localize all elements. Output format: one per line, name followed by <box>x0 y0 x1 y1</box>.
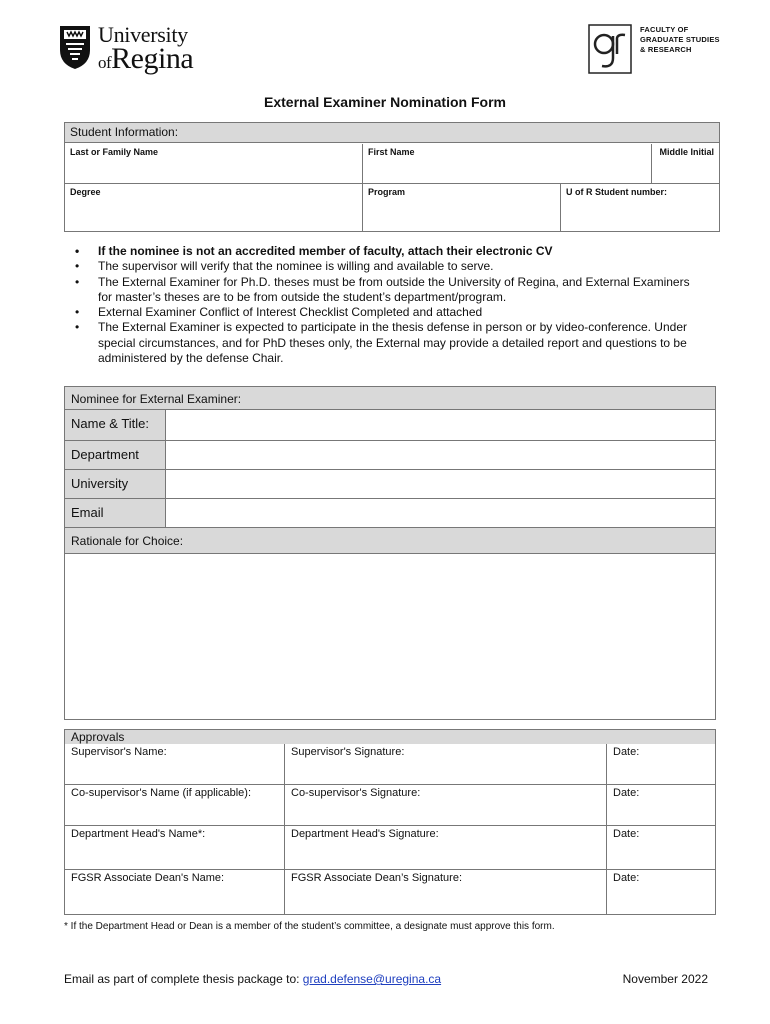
list-item: • The supervisor will verify that the nominee is willing and available to serve. <box>72 259 702 274</box>
table-row <box>65 744 715 785</box>
supervisor-date-field[interactable]: Date: <box>613 746 640 758</box>
footnote: * If the Department Head or Dean is a member of the student’s committee, a designate must approve this form. <box>64 921 555 932</box>
name-title-label: Name & Title: <box>65 410 166 440</box>
fgsr-wordmark: FACULTY OF GRADUATE STUDIES & RESEARCH <box>640 25 720 54</box>
list-item: • If the nominee is not an accredited member of faculty, attach their electronic CV <box>72 244 702 259</box>
table-row <box>65 826 715 870</box>
student-information-heading: Student Information: <box>65 123 719 143</box>
revision-date: November 2022 <box>622 972 708 986</box>
rationale-field[interactable] <box>65 554 715 719</box>
associate-dean-name-field[interactable]: FGSR Associate Dean's Name: <box>65 870 285 914</box>
list-item: • External Examiner Conflict of Interest Checklist Completed and attached <box>72 305 702 320</box>
student-number-field[interactable]: U of R Student number: <box>566 187 667 197</box>
co-supervisor-date-field[interactable]: Date: <box>613 787 640 799</box>
form-title: External Examiner Nomination Form <box>264 94 506 110</box>
co-supervisor-name-field[interactable]: Co-supervisor's Name (if applicable): <box>65 785 285 825</box>
first-name-field[interactable]: First Name <box>363 144 652 183</box>
department-field[interactable] <box>166 441 715 469</box>
degree-field[interactable]: Degree <box>65 184 363 232</box>
fgsr-logo <box>588 24 728 76</box>
department-label: Department <box>65 441 166 469</box>
middle-initial-field[interactable]: Middle Initial <box>659 147 714 157</box>
email-field[interactable] <box>166 499 715 527</box>
approvals-table <box>64 729 716 915</box>
table-row <box>65 785 715 826</box>
nominee-heading: Nominee for External Examiner: <box>65 387 715 410</box>
email-link[interactable]: grad.defense@uregina.ca <box>302 972 442 986</box>
table-row <box>65 870 715 914</box>
instruction-list <box>72 244 702 366</box>
student-program-row <box>65 184 719 232</box>
list-item: • The External Examiner is expected to participate in the thesis defense in person or by video-conference. Under special circumstances, and for PhD theses only, the External may provide a detailed report and questions to be administered by the defense Chair. <box>72 320 702 366</box>
department-head-signature-field[interactable]: Department Head's Signature: <box>285 826 607 869</box>
email-row <box>65 499 715 528</box>
associate-dean-signature-field[interactable]: FGSR Associate Dean’s Signature: <box>285 870 607 914</box>
list-item: • The External Examiner for Ph.D. theses must be from outside the University of Regina, and External Examiners for master’s theses are to be from outside the student’s department/program. <box>72 275 702 306</box>
department-row <box>65 441 715 470</box>
student-information-table <box>64 122 720 232</box>
supervisor-signature-field[interactable]: Supervisor's Signature: <box>285 744 607 784</box>
university-field[interactable] <box>166 470 715 498</box>
submission-instructions: Email as part of complete thesis package to: grad.defense@uregina.ca <box>64 972 442 986</box>
co-supervisor-signature-field[interactable]: Co-supervisor's Signature: <box>285 785 607 825</box>
supervisor-name-field[interactable]: Supervisor's Name: <box>65 744 285 784</box>
associate-dean-date-field[interactable]: Date: <box>613 872 640 884</box>
email-label: Email <box>65 499 166 527</box>
crest-icon <box>58 24 92 70</box>
last-name-field[interactable]: Last or Family Name <box>65 144 363 183</box>
department-head-date-field[interactable]: Date: <box>613 828 640 840</box>
name-title-field[interactable] <box>166 410 715 440</box>
program-field[interactable]: Program <box>363 184 561 232</box>
university-row <box>65 470 715 499</box>
regina-wordmark: ofRegina <box>98 42 194 75</box>
rationale-heading: Rationale for Choice: <box>65 528 715 554</box>
department-head-name-field[interactable]: Department Head's Name*: <box>65 826 285 869</box>
university-of-regina-logo <box>58 22 218 74</box>
name-title-row <box>65 410 715 441</box>
university-label: University <box>65 470 166 498</box>
university-wordmark: University <box>98 22 188 47</box>
approvals-heading: Approvals <box>65 730 715 744</box>
student-name-row <box>65 144 719 184</box>
nominee-table <box>64 386 716 720</box>
fgsr-monogram-icon <box>588 24 632 74</box>
